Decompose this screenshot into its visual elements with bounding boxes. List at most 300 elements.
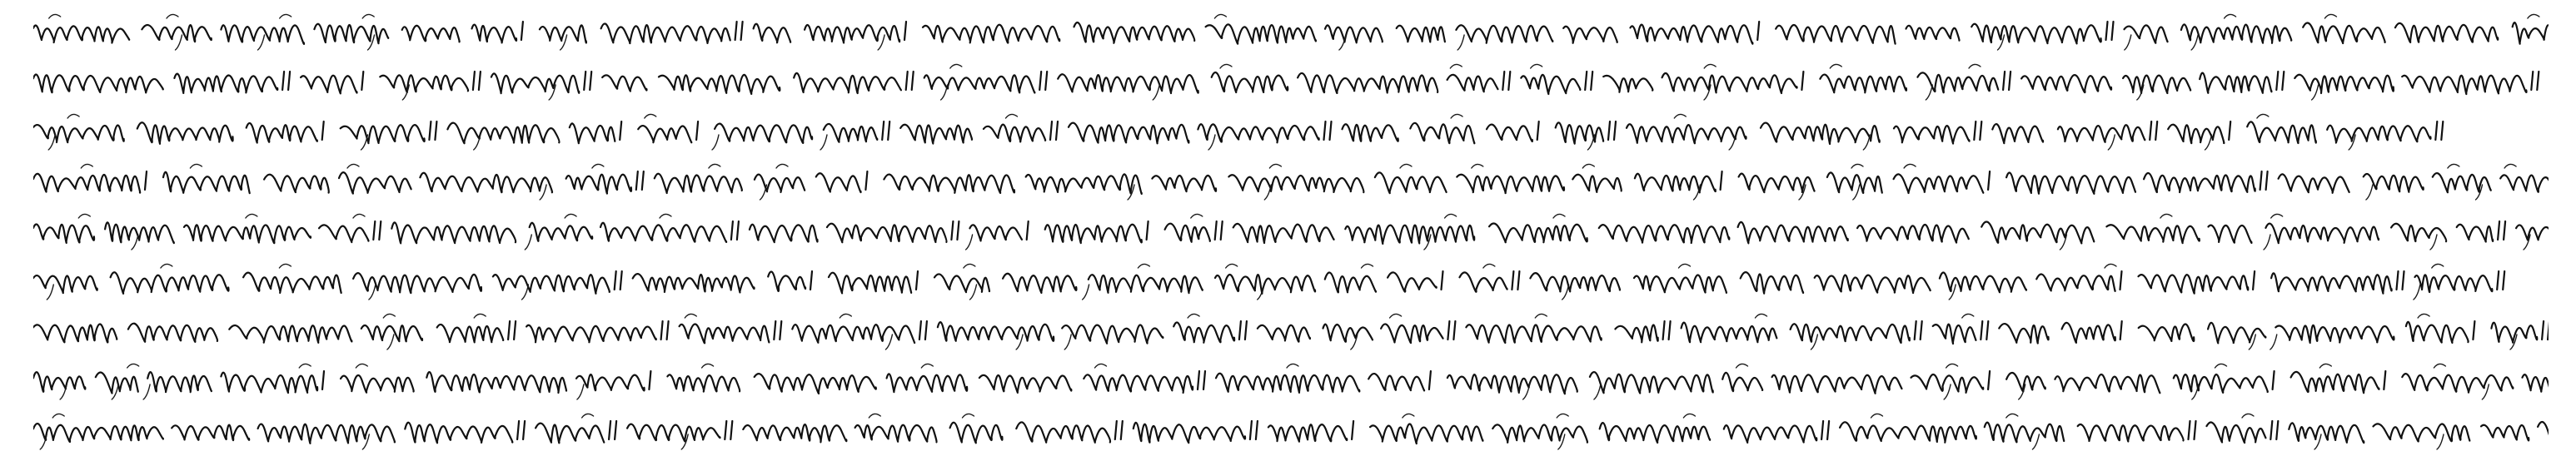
ink-word-stroke — [667, 374, 740, 391]
ink-shad-mark — [661, 321, 663, 340]
ink-shad-mark — [1827, 421, 1829, 439]
ink-word-stroke — [1985, 423, 2064, 443]
ink-word-stroke — [1062, 325, 1163, 343]
ink-word-stroke — [1026, 174, 1142, 194]
ink-word-stroke — [2457, 225, 2493, 242]
ink-word-stroke — [174, 74, 277, 93]
ink-shad-mark — [2189, 421, 2190, 439]
ink-shad-mark — [667, 321, 669, 340]
ink-word-stroke — [1368, 374, 1424, 390]
ink-word-stroke — [1492, 424, 1587, 442]
ink-vowel-mark — [1969, 64, 1981, 68]
ink-vowel-mark — [1674, 114, 1686, 118]
ink-descender — [820, 135, 827, 150]
ink-shad-mark — [2106, 22, 2108, 40]
ink-descender — [2270, 335, 2277, 349]
ink-word-stroke — [792, 325, 914, 343]
ink-vowel-mark — [1287, 364, 1298, 368]
ink-word-stroke — [319, 225, 369, 242]
ink-shad-mark — [696, 121, 698, 140]
ink-word-stroke — [1212, 72, 1288, 92]
ink-word-stroke — [1906, 26, 1960, 41]
handwriting-strokes — [33, 107, 2549, 156]
ink-shad-mark — [1915, 321, 1916, 340]
ink-shad-mark — [615, 421, 616, 439]
ink-vowel-mark — [2225, 14, 2236, 18]
ink-descender — [2019, 384, 2025, 399]
ink-word-stroke — [2303, 22, 2384, 43]
ink-word-stroke — [1466, 325, 1601, 343]
ink-word-stroke — [627, 424, 720, 442]
ink-word-stroke — [570, 123, 615, 143]
ink-word-stroke — [755, 175, 805, 192]
ink-vowel-mark — [776, 164, 788, 168]
ink-descender — [561, 35, 567, 50]
ink-word-stroke — [1447, 374, 1577, 394]
ink-word-stroke — [536, 424, 604, 444]
ink-word-stroke — [1003, 274, 1076, 293]
ink-word-stroke — [1457, 175, 1564, 193]
ink-word-stroke — [33, 125, 124, 142]
ink-shad-mark — [1121, 421, 1123, 439]
ink-word-stroke — [1298, 73, 1437, 93]
ink-vowel-mark — [49, 14, 61, 18]
ink-vowel-mark — [161, 264, 172, 268]
ink-word-stroke — [638, 126, 691, 142]
ink-shad-mark — [2266, 171, 2268, 190]
ink-shad-mark — [919, 321, 921, 340]
ink-word-stroke — [33, 324, 117, 342]
ink-shad-mark — [1721, 171, 1722, 190]
ink-word-stroke — [2402, 374, 2513, 392]
ink-word-stroke — [339, 172, 411, 194]
ink-word-stroke — [805, 25, 899, 43]
ink-shad-mark — [2003, 72, 2005, 90]
ink-word-stroke — [1572, 175, 1622, 192]
ink-vowel-mark — [1403, 414, 1414, 418]
handwriting-strokes — [33, 7, 2549, 57]
ink-shad-mark — [584, 72, 585, 90]
ink-shad-mark — [1517, 271, 1519, 290]
ink-shad-mark — [1045, 72, 1047, 90]
ink-shad-mark — [1663, 321, 1665, 340]
ink-descender — [2108, 135, 2115, 150]
ink-vowel-mark — [1962, 314, 1974, 318]
ink-word-stroke — [1375, 172, 1447, 193]
ink-word-stroke — [2500, 175, 2549, 191]
ink-word-stroke — [566, 175, 631, 194]
ink-shad-mark — [373, 221, 375, 240]
ink-shad-mark — [2542, 321, 2544, 340]
ink-word-stroke — [934, 274, 989, 292]
ink-word-stroke — [576, 374, 645, 390]
ink-shad-mark — [322, 371, 324, 389]
ink-shad-mark — [2270, 421, 2272, 439]
ink-descender — [885, 335, 892, 349]
ink-word-stroke — [1820, 75, 1906, 93]
ink-vowel-mark — [963, 414, 974, 418]
ink-word-stroke — [2036, 274, 2115, 290]
ink-shad-mark — [916, 271, 918, 290]
ink-vowel-mark — [2006, 414, 2018, 418]
ink-word-stroke — [33, 224, 94, 242]
ink-descender — [941, 85, 948, 100]
ink-vowel-mark — [2215, 364, 2227, 368]
ink-shad-mark — [1591, 72, 1592, 90]
ink-vowel-mark — [1138, 264, 1149, 268]
ink-word-stroke — [2271, 273, 2392, 293]
ink-word-stroke — [2208, 323, 2265, 344]
ink-word-stroke — [2168, 125, 2224, 143]
ink-word-stroke — [2374, 424, 2470, 441]
ink-word-stroke — [601, 23, 730, 43]
ink-shad-mark — [1352, 421, 1353, 439]
ink-word-stroke — [1016, 422, 1110, 442]
ink-word-stroke — [2058, 125, 2145, 142]
ink-word-stroke — [1840, 422, 1976, 442]
ink-word-stroke — [1682, 323, 1777, 343]
ink-word-stroke — [855, 425, 937, 443]
ink-descender — [1562, 285, 1569, 300]
ink-word-stroke — [1165, 224, 1210, 242]
ink-word-stroke — [1627, 124, 1746, 143]
ink-shad-mark — [925, 321, 927, 340]
ink-word-stroke — [33, 75, 163, 93]
ink-shad-mark — [730, 421, 732, 439]
ink-vowel-mark — [1851, 164, 1863, 168]
ink-word-stroke — [1456, 25, 1552, 42]
ink-word-stroke — [1345, 226, 1474, 244]
ink-word-stroke — [2415, 275, 2493, 292]
ink-word-stroke — [938, 322, 1054, 341]
ink-vowel-mark — [2448, 164, 2459, 168]
ink-shad-mark — [810, 271, 812, 290]
handwriting-strokes — [33, 406, 2549, 456]
ink-descender — [1064, 335, 1071, 349]
ink-vowel-mark — [1188, 314, 1199, 318]
ink-vowel-mark — [347, 164, 359, 168]
ink-shad-mark — [620, 121, 621, 140]
ink-word-stroke — [1827, 172, 1882, 193]
ink-word-stroke — [1722, 373, 1762, 391]
ink-word-stroke — [2123, 76, 2190, 93]
ink-word-stroke — [1634, 275, 1726, 293]
manuscript-line-9 — [33, 406, 2549, 456]
ink-word-stroke — [1045, 225, 1142, 243]
ink-vowel-mark — [645, 114, 656, 118]
ink-word-stroke — [1216, 374, 1359, 393]
ink-word-stroke — [163, 172, 250, 193]
ink-vowel-mark — [1400, 164, 1412, 168]
handwriting-strokes — [33, 306, 2549, 356]
ink-shad-mark — [609, 421, 610, 439]
ink-shad-mark — [1256, 421, 1258, 439]
ink-word-stroke — [633, 274, 755, 292]
ink-vowel-mark — [474, 314, 486, 318]
ink-word-stroke — [2247, 121, 2316, 143]
ink-shad-mark — [1508, 72, 1510, 90]
ink-vowel-mark — [1582, 164, 1594, 168]
ink-word-stroke — [924, 75, 1035, 92]
ink-descender — [712, 135, 719, 150]
ink-word-stroke — [426, 372, 566, 393]
ink-word-stroke — [2021, 75, 2111, 92]
ink-word-stroke — [1894, 174, 1984, 193]
ink-descender — [2191, 35, 2198, 50]
ink-vowel-mark — [1704, 64, 1716, 68]
manuscript-line-4 — [33, 156, 2549, 206]
ink-shad-mark — [1980, 121, 1981, 140]
ink-word-stroke — [341, 125, 425, 143]
handwriting-strokes — [33, 356, 2549, 406]
ink-vowel-mark — [1756, 314, 1767, 318]
ink-shad-mark — [2120, 321, 2122, 340]
ink-word-stroke — [2078, 424, 2184, 441]
ink-shad-mark — [1986, 321, 1988, 340]
ink-shad-mark — [1821, 421, 1823, 439]
ink-shad-mark — [1988, 171, 1990, 190]
ink-shad-mark — [912, 72, 914, 90]
ink-word-stroke — [1325, 25, 1383, 42]
ink-shad-mark — [2441, 121, 2443, 140]
ink-shad-mark — [1203, 371, 1205, 389]
ink-shad-mark — [361, 72, 363, 90]
ink-word-stroke — [2144, 173, 2255, 192]
ink-shad-mark — [1115, 421, 1117, 439]
ink-shad-mark — [2473, 321, 2474, 340]
ink-shad-mark — [2403, 271, 2404, 290]
ink-vowel-mark — [950, 64, 962, 68]
ink-word-stroke — [2106, 225, 2199, 243]
ink-descender — [2060, 235, 2066, 250]
ink-word-stroke — [243, 273, 341, 293]
manuscript-line-2 — [33, 57, 2549, 107]
ink-shad-mark — [1239, 321, 1241, 340]
ink-vowel-mark — [1445, 214, 1457, 218]
ink-word-stroke — [824, 124, 878, 142]
ink-shad-mark — [636, 171, 638, 190]
ink-shad-mark — [2531, 72, 2533, 90]
ink-word-stroke — [2006, 172, 2135, 193]
ink-vowel-mark — [2528, 14, 2539, 18]
ink-word-stroke — [1198, 124, 1318, 142]
ink-vowel-mark — [2271, 214, 2283, 218]
ink-word-stroke — [33, 275, 97, 293]
ink-word-stroke — [2491, 323, 2537, 343]
ink-word-stroke — [33, 372, 85, 392]
ink-descender — [1944, 384, 1951, 399]
ink-word-stroke — [1615, 325, 1657, 343]
ink-vowel-mark — [2418, 314, 2429, 318]
ink-word-stroke — [2006, 373, 2045, 391]
ink-shad-mark — [2435, 121, 2437, 140]
ink-vowel-mark — [1830, 64, 1841, 68]
ink-vowel-mark — [356, 364, 367, 368]
ink-vowel-mark — [167, 14, 178, 18]
ink-shad-mark — [479, 72, 481, 90]
ink-word-stroke — [923, 25, 1059, 43]
ink-word-stroke — [1631, 25, 1753, 44]
ink-word-stroke — [1258, 325, 1310, 342]
ink-vowel-mark — [2434, 364, 2445, 368]
ink-descender — [878, 35, 884, 50]
ink-word-stroke — [743, 424, 846, 442]
ink-vowel-mark — [2504, 164, 2516, 168]
ink-word-stroke — [405, 423, 512, 444]
ink-word-stroke — [1089, 275, 1203, 293]
ink-vowel-mark — [280, 14, 291, 18]
ink-vowel-mark — [1095, 364, 1107, 368]
ink-word-stroke — [1563, 27, 1617, 43]
ink-shad-mark — [649, 371, 650, 389]
ink-word-stroke — [1460, 272, 1507, 291]
ink-descender — [2366, 185, 2373, 200]
ink-word-stroke — [493, 275, 610, 294]
ink-shad-mark — [1050, 121, 1052, 140]
ink-descender — [361, 135, 368, 150]
ink-word-stroke — [1815, 275, 1931, 293]
ink-word-stroke — [1590, 372, 1713, 393]
ink-vowel-mark — [869, 414, 880, 418]
ink-shad-mark — [888, 121, 889, 140]
ink-shad-mark — [2120, 271, 2122, 290]
ink-word-stroke — [1084, 374, 1193, 393]
ink-vowel-mark — [1904, 164, 1916, 168]
ink-word-stroke — [900, 125, 972, 144]
ink-word-stroke — [1228, 175, 1363, 192]
ink-shad-mark — [1453, 321, 1455, 340]
ink-shad-mark — [780, 321, 781, 340]
ink-word-stroke — [755, 374, 876, 394]
ink-vowel-mark — [81, 164, 92, 168]
ink-shad-mark — [473, 72, 475, 90]
ink-word-stroke — [2538, 422, 2549, 443]
ink-descender — [1587, 135, 1594, 150]
ink-shad-mark — [2503, 271, 2504, 290]
ink-vowel-mark — [1557, 414, 1568, 418]
ink-word-stroke — [111, 272, 229, 294]
ink-shad-mark — [1981, 321, 1982, 340]
ink-word-stroke — [2125, 25, 2168, 42]
ink-word-stroke — [221, 373, 317, 393]
ink-word-stroke — [680, 325, 770, 344]
ink-vowel-mark — [1871, 414, 1883, 418]
ink-word-stroke — [1268, 424, 1347, 442]
ink-word-stroke — [2139, 325, 2195, 342]
ink-word-stroke — [526, 325, 656, 343]
ink-shad-mark — [2155, 121, 2157, 140]
ink-shad-mark — [1585, 72, 1587, 90]
ink-shad-mark — [1330, 121, 1332, 140]
ink-word-stroke — [655, 174, 742, 193]
ink-shad-mark — [906, 72, 908, 90]
ink-word-stroke — [264, 175, 329, 193]
ink-word-stroke — [147, 372, 212, 392]
ink-shad-mark — [1988, 371, 1990, 389]
manuscript-line-3 — [33, 107, 2549, 156]
ink-vowel-mark — [1535, 314, 1547, 318]
ink-descender — [47, 285, 53, 300]
ink-vowel-mark — [279, 264, 291, 268]
ink-word-stroke — [447, 123, 559, 144]
ink-word-stroke — [2523, 374, 2549, 394]
ink-word-stroke — [794, 73, 901, 93]
ink-shad-mark — [590, 72, 591, 90]
ink-vowel-mark — [2257, 114, 2269, 118]
ink-vowel-mark — [127, 364, 139, 368]
ink-vowel-mark — [2319, 364, 2331, 368]
ink-descender — [1457, 35, 1464, 50]
ink-descender — [1926, 85, 1932, 100]
manuscript-line-7 — [33, 306, 2549, 356]
ink-word-stroke — [1739, 174, 1815, 192]
ink-shad-mark — [1442, 271, 1443, 290]
ink-descender — [1153, 85, 1159, 100]
ink-descender — [760, 185, 767, 200]
ink-word-stroke — [816, 173, 861, 192]
ink-word-stroke — [1724, 425, 1816, 443]
ink-shad-mark — [322, 121, 324, 140]
ink-vowel-mark — [592, 164, 604, 168]
ink-word-stroke — [887, 374, 968, 392]
ink-descender — [258, 35, 265, 50]
ink-shad-mark — [1324, 121, 1326, 140]
ink-word-stroke — [341, 375, 414, 393]
ink-descender — [522, 285, 529, 300]
ink-vowel-mark — [2432, 264, 2444, 268]
ink-shad-mark — [882, 121, 884, 140]
ink-vowel-mark — [190, 164, 202, 168]
ink-shad-mark — [2276, 72, 2278, 90]
ink-word-stroke — [1662, 73, 1797, 93]
ink-shad-mark — [2195, 421, 2196, 439]
ink-shad-mark — [1221, 221, 1223, 240]
ink-descender — [143, 384, 150, 399]
ink-descender — [1083, 285, 1089, 300]
ink-vowel-mark — [685, 314, 696, 318]
ink-word-stroke — [1999, 324, 2048, 344]
ink-word-stroke — [2395, 23, 2498, 42]
ink-word-stroke — [2481, 425, 2529, 441]
ink-shad-mark — [735, 22, 737, 40]
ink-descender — [1208, 135, 1215, 150]
ink-shad-mark — [2537, 72, 2539, 90]
ink-shad-mark — [429, 121, 431, 140]
ink-vowel-mark — [2324, 14, 2336, 18]
ink-shad-mark — [2397, 271, 2399, 290]
ink-word-stroke — [172, 425, 249, 441]
ink-word-stroke — [1370, 424, 1482, 444]
ink-shad-mark — [1027, 221, 1029, 240]
ink-word-stroke — [2402, 76, 2526, 94]
ink-descender — [525, 235, 531, 250]
ink-vowel-mark — [1362, 264, 1373, 268]
ink-word-stroke — [602, 75, 646, 91]
ink-shad-mark — [2253, 271, 2255, 290]
ink-word-stroke — [1556, 122, 1603, 143]
ink-vowel-mark — [1450, 64, 1462, 68]
ink-vowel-mark — [246, 214, 257, 218]
ink-word-stroke — [829, 273, 911, 294]
ink-vowel-mark — [1483, 264, 1495, 268]
ink-shad-mark — [1250, 421, 1252, 439]
ink-word-stroke — [1410, 123, 1474, 143]
ink-word-stroke — [1911, 374, 1984, 393]
ink-word-stroke — [1397, 26, 1445, 42]
manuscript-line-5 — [33, 206, 2549, 256]
ink-vowel-mark — [383, 314, 395, 318]
ink-word-stroke — [600, 223, 726, 242]
